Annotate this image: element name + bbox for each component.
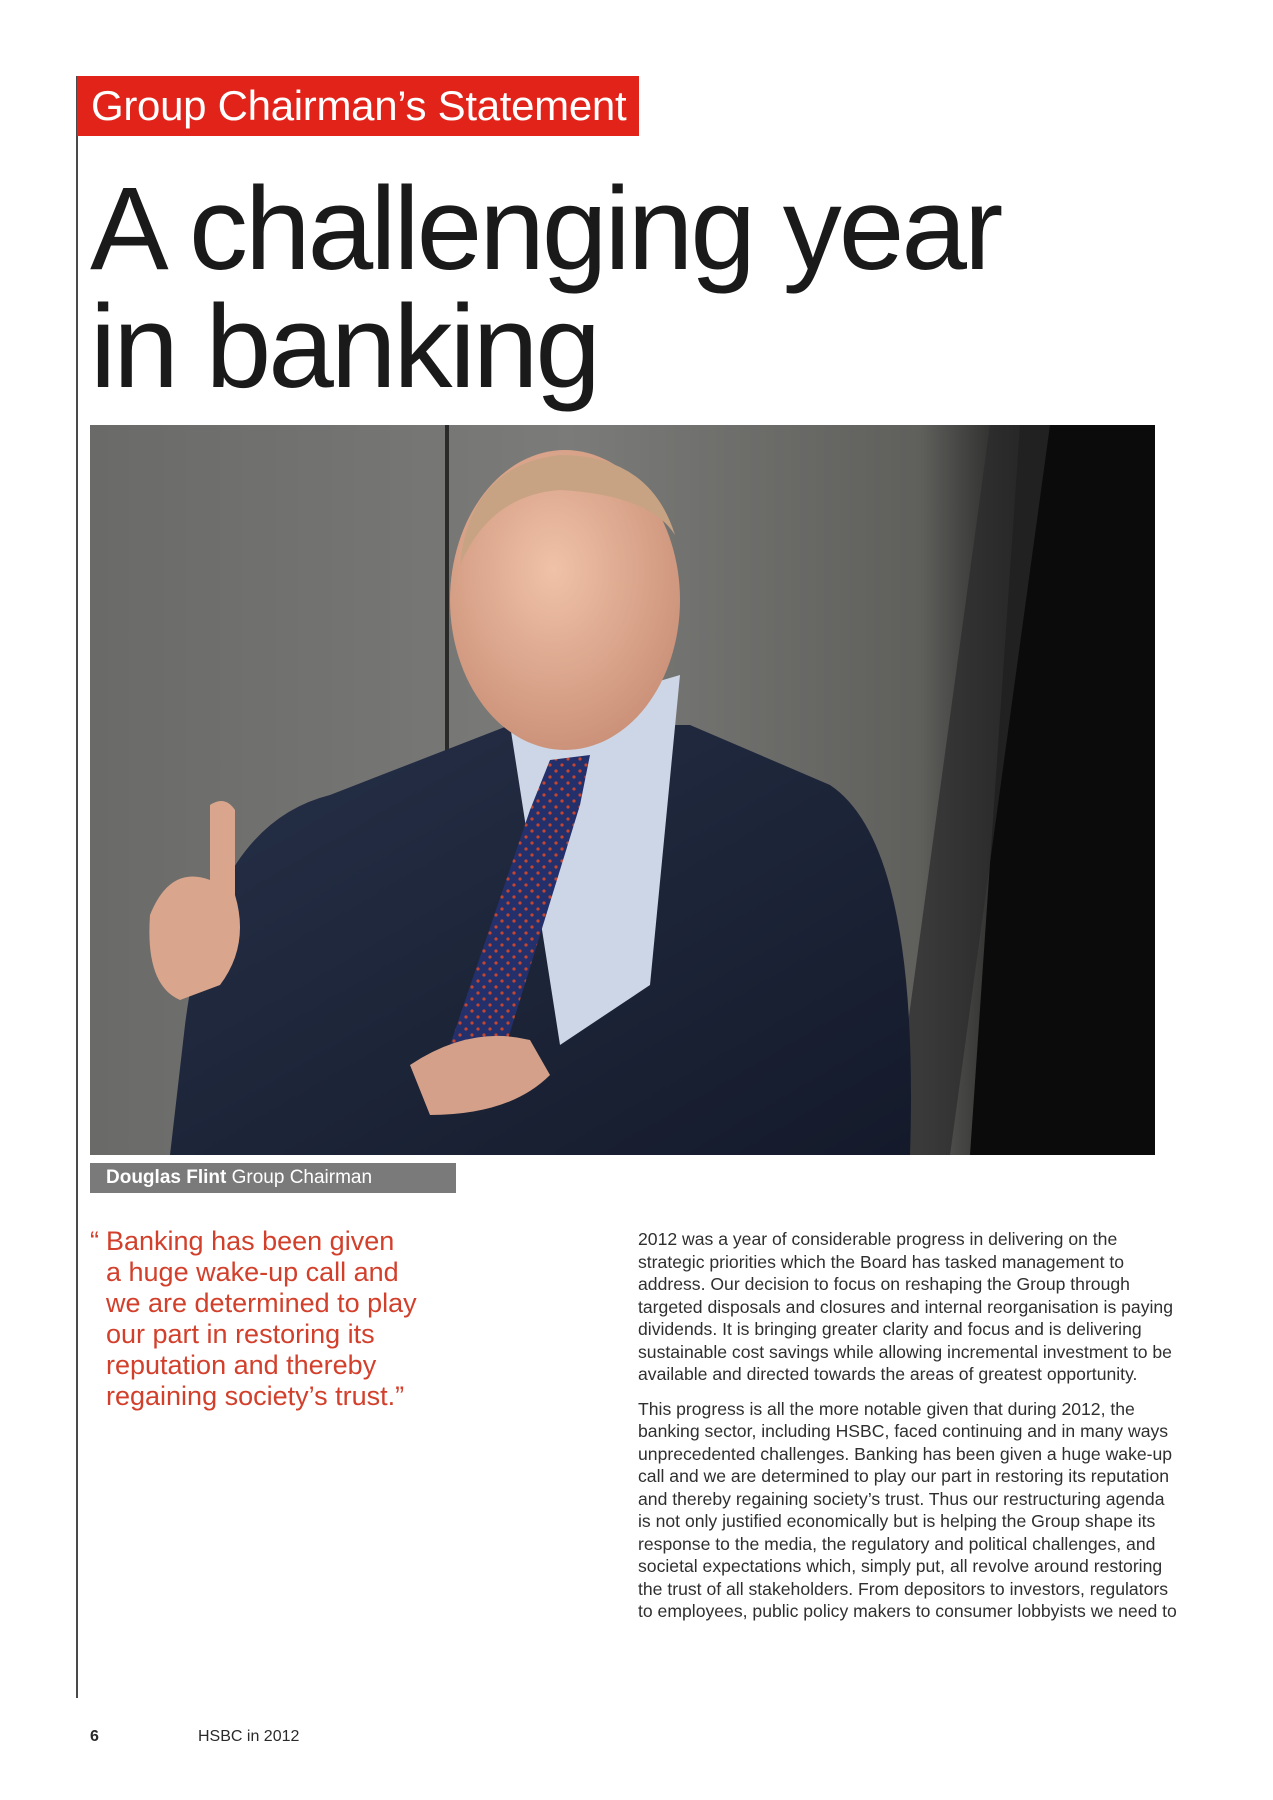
caption-name: Douglas Flint	[106, 1167, 227, 1188]
body-text	[638, 1228, 1178, 1635]
body-paragraph: 2012 was a year of considerable progress in delivering on the strategic priorities which the Board has tasked management to address. Our decision to focus on reshaping the Group through targeted disposals and closures and internal reorganisation is paying dividends. It is bringing greater clarity and focus and is delivering sustainable cost savings while allowing incremental investment to be available and directed towards the areas of greatest opportunity.	[638, 1229, 1173, 1384]
body-paragraph: This progress is all the more notable given that during 2012, the banking sector, including HSBC, faced continuing and in many ways unprecedented challenges. Banking has been given a huge wake-up call and we are determined to play our part in restoring its reputation and thereby regaining society’s trust. Thus our restructuring agenda is not only justified economically but is helping the Group shape its response to the media, the regulatory and political challenges, and societal expectations which, simply put, all revolve around restoring the trust of all stakeholders. From depositors to investors, regulators to employees, public policy makers to consumer lobbyists we need to	[638, 1398, 1177, 1621]
photo-caption	[90, 1163, 456, 1193]
caption-role: Group Chairman	[226, 1167, 373, 1188]
page-number: 6	[90, 1728, 99, 1745]
headline	[90, 163, 1090, 413]
quote-text: Banking has been given a huge wake-up call and we are determined to play our part in restoring its reputation and thereby regaining society’s trust.”	[106, 1226, 417, 1411]
chairman-photo	[90, 425, 1155, 1155]
headline-line-1: A challenging year	[90, 163, 1001, 295]
quote-open-mark: “	[90, 1226, 99, 1256]
pull-quote	[90, 1226, 530, 1412]
left-margin-rule	[76, 76, 78, 1698]
section-label: Group Chairman’s Statement	[77, 76, 639, 136]
raised-hand	[149, 801, 240, 1000]
headline-line-2: in banking	[90, 281, 598, 413]
photo-illustration	[90, 425, 1155, 1155]
publication-title: HSBC in 2012	[198, 1728, 300, 1745]
